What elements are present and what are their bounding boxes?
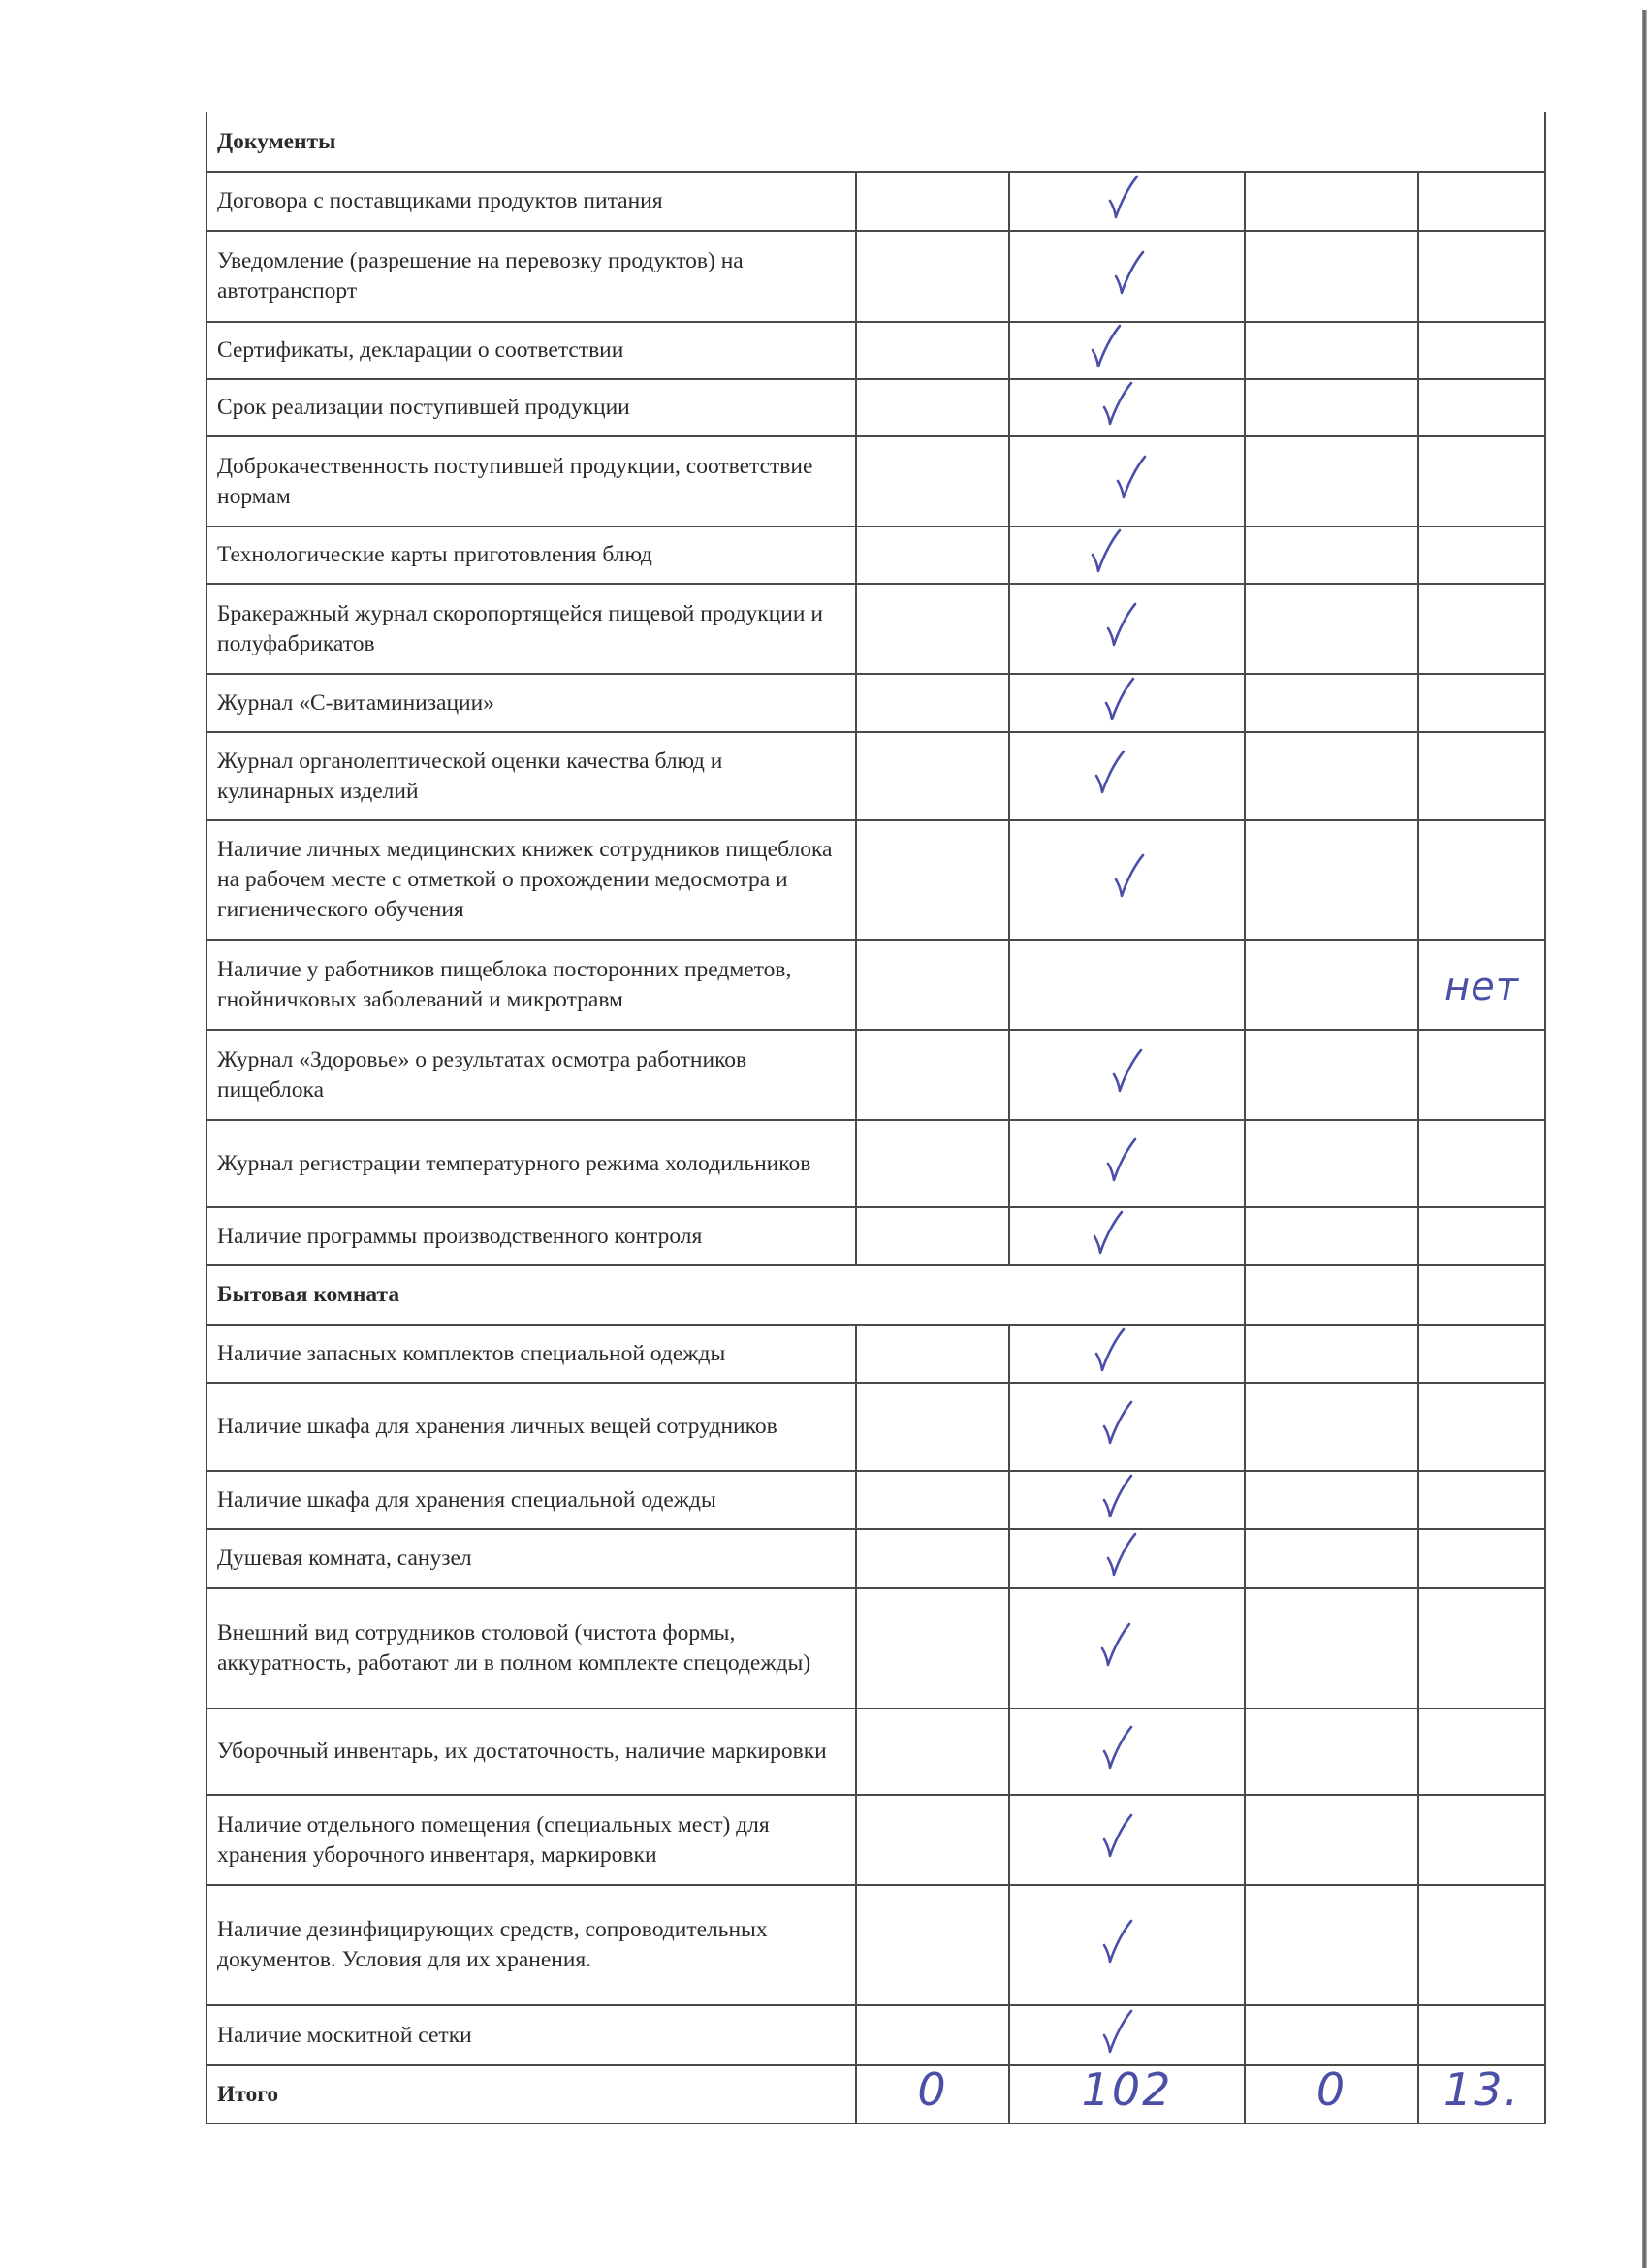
mark-cell-col2[interactable] (1009, 584, 1245, 674)
mark-cell-col4[interactable] (1418, 1383, 1545, 1471)
mark-cell-col4[interactable] (1418, 231, 1545, 322)
mark-cell-col3[interactable] (1245, 1325, 1418, 1383)
total-cell-col1[interactable] (856, 2065, 1009, 2124)
mark-cell-col2[interactable] (1009, 940, 1245, 1030)
checklist-row (206, 674, 1545, 732)
checkmark-icon (1107, 174, 1140, 220)
mark-cell-col1[interactable] (856, 1709, 1009, 1795)
row-label: Наличие отдельного помещения (специальных мест) для хранения уборочного инвентаря, маркировки (206, 1795, 856, 1885)
checkmark-icon (1101, 2008, 1134, 2055)
mark-cell-col2[interactable] (1009, 436, 1245, 527)
mark-cell-col2[interactable] (1009, 1795, 1245, 1885)
handwritten-total: 0 (917, 2063, 948, 2116)
row-label: Срок реализации поступившей продукции (206, 379, 856, 436)
mark-cell-col2[interactable] (1009, 527, 1245, 584)
mark-cell-col2[interactable] (1009, 231, 1245, 322)
total-label: Итого (206, 2065, 856, 2124)
mark-cell-col1[interactable] (856, 1471, 1009, 1529)
mark-cell-col1[interactable] (856, 231, 1009, 322)
mark-cell-col2[interactable] (1009, 820, 1245, 940)
checklist-row (206, 436, 1545, 527)
mark-cell-col3[interactable] (1245, 2005, 1418, 2065)
row-label: Договора с поставщиками продуктов питания (206, 172, 856, 231)
mark-cell-col4[interactable] (1418, 1325, 1545, 1383)
mark-cell-col2[interactable] (1009, 674, 1245, 732)
mark-cell-col3[interactable] (1245, 1795, 1418, 1885)
mark-cell-col4[interactable] (1418, 1529, 1545, 1588)
mark-cell-col4[interactable] (1418, 322, 1545, 379)
mark-cell-col2[interactable] (1009, 1588, 1245, 1709)
checklist-row (206, 231, 1545, 322)
mark-cell-col4[interactable] (1418, 172, 1545, 231)
mark-cell-col2[interactable] (1009, 1471, 1245, 1529)
checkmark-icon (1099, 1621, 1132, 1668)
mark-cell-col4[interactable] (1418, 2005, 1545, 2065)
mark-cell-col3[interactable] (1245, 322, 1418, 379)
checkmark-icon (1092, 1209, 1125, 1256)
mark-cell-col1[interactable] (856, 1030, 1009, 1120)
mark-cell-col4[interactable] (1418, 732, 1545, 820)
mark-cell-col2[interactable] (1009, 379, 1245, 436)
checklist-row (206, 379, 1545, 436)
mark-cell-col4[interactable] (1418, 1588, 1545, 1709)
mark-cell-col1[interactable] (856, 1795, 1009, 1885)
mark-cell-col2[interactable] (1009, 1120, 1245, 1207)
row-label: Сертификаты, декларации о соответствии (206, 322, 856, 379)
mark-cell-col4[interactable] (1418, 940, 1545, 1030)
handwritten-total: 0 (1316, 2063, 1348, 2116)
checklist-row (206, 1207, 1545, 1265)
row-label: Технологические карты приготовления блюд (206, 527, 856, 584)
mark-cell-col4[interactable] (1418, 379, 1545, 436)
checklist-row (206, 820, 1545, 940)
checkmark-icon (1090, 323, 1123, 369)
checkmark-icon (1105, 1136, 1138, 1183)
mark-cell-col4[interactable] (1418, 674, 1545, 732)
row-label: Журнал регистрации температурного режима холодильников (206, 1120, 856, 1207)
empty-cell (1245, 1265, 1418, 1325)
checklist-row (206, 1795, 1545, 1885)
scan-edge (1642, 10, 1647, 2268)
mark-cell-col2[interactable] (1009, 1709, 1245, 1795)
mark-cell-col2[interactable] (1009, 1207, 1245, 1265)
checklist-row (206, 732, 1545, 820)
mark-cell-col2[interactable] (1009, 1383, 1245, 1471)
handwritten-total: 102 (1081, 2063, 1173, 2116)
mark-cell-col3[interactable] (1245, 1529, 1418, 1588)
mark-cell-col3[interactable] (1245, 1588, 1418, 1709)
row-label: Наличие программы производственного контроля (206, 1207, 856, 1265)
mark-cell-col1[interactable] (856, 1529, 1009, 1588)
checkmark-icon (1113, 249, 1146, 296)
row-label: Журнал «Здоровье» о результатах осмотра работников пищеблока (206, 1030, 856, 1120)
mark-cell-col3[interactable] (1245, 1885, 1418, 2005)
row-label: Бракеражный журнал скоропортящейся пищевой продукции и полуфабрикатов (206, 584, 856, 674)
row-label: Душевая комната, санузел (206, 1529, 856, 1588)
checklist-row (206, 1529, 1545, 1588)
checklist-row (206, 527, 1545, 584)
total-cell-col2[interactable] (1009, 2065, 1245, 2124)
checkmark-icon (1101, 1473, 1134, 1519)
mark-cell-col2[interactable] (1009, 732, 1245, 820)
checklist-row (206, 940, 1545, 1030)
mark-cell-col1[interactable] (856, 1588, 1009, 1709)
checklist-row (206, 2005, 1545, 2065)
mark-cell-col4[interactable] (1418, 436, 1545, 527)
checkmark-icon (1103, 676, 1136, 722)
mark-cell-col4[interactable] (1418, 1207, 1545, 1265)
mark-cell-col3[interactable] (1245, 820, 1418, 940)
checklist-row (206, 1120, 1545, 1207)
checkmark-icon (1094, 1326, 1126, 1373)
checkmark-icon (1111, 1047, 1144, 1094)
inspection-checklist-table (206, 112, 1546, 2124)
checkmark-icon (1101, 1724, 1134, 1771)
checklist-row (206, 1709, 1545, 1795)
mark-cell-col1[interactable] (856, 1383, 1009, 1471)
checkmark-icon (1105, 601, 1138, 648)
mark-cell-col3[interactable] (1245, 940, 1418, 1030)
checkmark-icon (1101, 1918, 1134, 1965)
mark-cell-col1[interactable] (856, 1207, 1009, 1265)
mark-cell-col1[interactable] (856, 940, 1009, 1030)
checkmark-icon (1090, 527, 1123, 574)
row-label: Внешний вид сотрудников столовой (чистота формы, аккуратность, работают ли в полном комплекте спецодежды) (206, 1588, 856, 1709)
mark-cell-col2[interactable] (1009, 1885, 1245, 2005)
mark-cell-col1[interactable] (856, 172, 1009, 231)
mark-cell-col4[interactable] (1418, 820, 1545, 940)
mark-cell-col3[interactable] (1245, 1471, 1418, 1529)
mark-cell-col2[interactable] (1009, 1529, 1245, 1588)
mark-cell-col3[interactable] (1245, 1709, 1418, 1795)
checklist-row (206, 172, 1545, 231)
mark-cell-col3[interactable] (1245, 674, 1418, 732)
mark-cell-col3[interactable] (1245, 584, 1418, 674)
mark-cell-col2[interactable] (1009, 172, 1245, 231)
mark-cell-col3[interactable] (1245, 527, 1418, 584)
section-header-row (206, 1265, 1545, 1325)
empty-cell (1418, 1265, 1545, 1325)
mark-cell-col1[interactable] (856, 1120, 1009, 1207)
mark-cell-col3[interactable] (1245, 1383, 1418, 1471)
checkmark-icon (1094, 749, 1126, 795)
row-label: Наличие запасных комплектов специальной одежды (206, 1325, 856, 1383)
checklist-row (206, 1588, 1545, 1709)
mark-cell-col1[interactable] (856, 1325, 1009, 1383)
mark-cell-col1[interactable] (856, 436, 1009, 527)
checkmark-icon (1105, 1531, 1138, 1578)
checklist-row (206, 1030, 1545, 1120)
mark-cell-col4[interactable] (1418, 1471, 1545, 1529)
mark-cell-col2[interactable] (1009, 322, 1245, 379)
checkmark-icon (1101, 380, 1134, 427)
row-label: Доброкачественность поступившей продукции, соответствие нормам (206, 436, 856, 527)
row-label: Наличие личных медицинских книжек сотрудников пищеблока на рабочем месте с отметкой о прохождении медосмотра и гигиенического обучения (206, 820, 856, 940)
row-label: Уведомление (разрешение на перевозку продуктов) на автотранспорт (206, 231, 856, 322)
checkmark-icon (1115, 454, 1148, 500)
mark-cell-col3[interactable] (1245, 436, 1418, 527)
mark-cell-col1[interactable] (856, 732, 1009, 820)
mark-cell-col3[interactable] (1245, 379, 1418, 436)
mark-cell-col3[interactable] (1245, 1207, 1418, 1265)
mark-cell-col1[interactable] (856, 674, 1009, 732)
section-title: Бытовая комната (206, 1265, 1245, 1325)
mark-cell-col2[interactable] (1009, 1325, 1245, 1383)
mark-cell-col3[interactable] (1245, 231, 1418, 322)
mark-cell-col3[interactable] (1245, 172, 1418, 231)
checklist-row (206, 322, 1545, 379)
mark-cell-col1[interactable] (856, 1885, 1009, 2005)
section-header-row (206, 112, 1545, 172)
mark-cell-col1[interactable] (856, 820, 1009, 940)
checklist-row (206, 584, 1545, 674)
mark-cell-col3[interactable] (1245, 1120, 1418, 1207)
mark-cell-col1[interactable] (856, 2005, 1009, 2065)
mark-cell-col1[interactable] (856, 379, 1009, 436)
row-label: Наличие шкафа для хранения личных вещей сотрудников (206, 1383, 856, 1471)
row-label: Наличие дезинфицирующих средств, сопроводительных документов. Условия для их хранения. (206, 1885, 856, 2005)
checkmark-icon (1101, 1399, 1134, 1446)
section-title: Документы (206, 112, 1545, 172)
mark-cell-col4[interactable] (1418, 1795, 1545, 1885)
mark-cell-col4[interactable] (1418, 1885, 1545, 2005)
row-label: Уборочный инвентарь, их достаточность, наличие маркировки (206, 1709, 856, 1795)
checklist-row (206, 1383, 1545, 1471)
mark-cell-col2[interactable] (1009, 1030, 1245, 1120)
checkmark-icon (1101, 1812, 1134, 1859)
checklist-row (206, 1885, 1545, 2005)
mark-cell-col3[interactable] (1245, 732, 1418, 820)
checklist-row (206, 1471, 1545, 1529)
mark-cell-col1[interactable] (856, 322, 1009, 379)
checkmark-icon (1113, 852, 1146, 899)
handwritten-answer: нет (1444, 965, 1520, 1009)
handwritten-total: 13. (1443, 2063, 1521, 2116)
row-label: Наличие шкафа для хранения специальной одежды (206, 1471, 856, 1529)
total-cell-col3[interactable] (1245, 2065, 1418, 2124)
total-row (206, 2065, 1545, 2124)
row-label: Журнал органолептической оценки качества блюд и кулинарных изделий (206, 732, 856, 820)
total-cell-col4[interactable] (1418, 2065, 1545, 2124)
mark-cell-col1[interactable] (856, 584, 1009, 674)
row-label: Наличие москитной сетки (206, 2005, 856, 2065)
row-label: Наличие у работников пищеблока посторонних предметов, гнойничковых заболеваний и микротравм (206, 940, 856, 1030)
mark-cell-col3[interactable] (1245, 1030, 1418, 1120)
mark-cell-col4[interactable] (1418, 1709, 1545, 1795)
checklist-row (206, 1325, 1545, 1383)
mark-cell-col4[interactable] (1418, 527, 1545, 584)
mark-cell-col4[interactable] (1418, 1030, 1545, 1120)
mark-cell-col4[interactable] (1418, 584, 1545, 674)
mark-cell-col4[interactable] (1418, 1120, 1545, 1207)
mark-cell-col1[interactable] (856, 527, 1009, 584)
row-label: Журнал «С-витаминизации» (206, 674, 856, 732)
mark-cell-col2[interactable] (1009, 2005, 1245, 2065)
